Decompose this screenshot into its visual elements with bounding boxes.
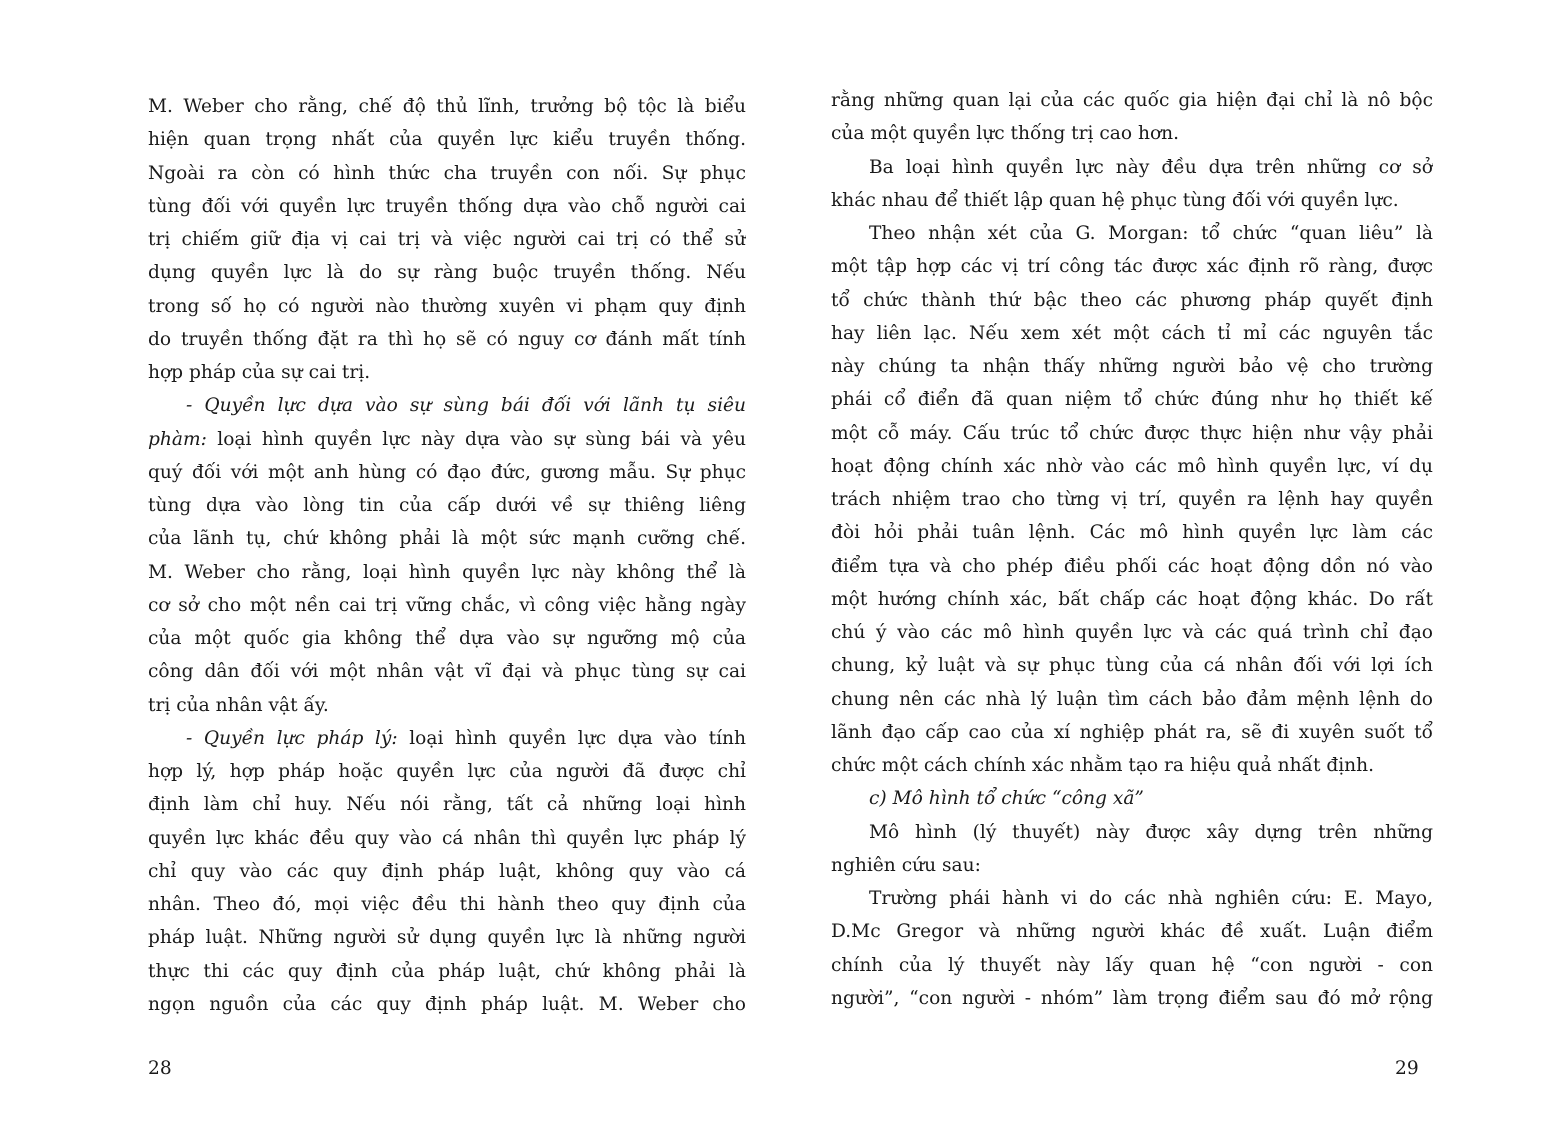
text-line: quý đối với một anh hùng có đạo đức, gương mẫu. Sự phục (148, 461, 746, 483)
text-line: trong số họ có người nào thường xuyên vi phạm quy định (148, 295, 746, 317)
text-line: chỉ quy vào các quy định pháp luật, không quy vào cá (148, 860, 746, 882)
text-line: tổ chức thành thứ bậc theo các phương pháp quyết định (831, 289, 1433, 311)
text-line: chung nên các nhà lý luận tìm cách bảo đảm mệnh lệnh do (831, 688, 1433, 710)
text-run: loại hình quyền lực này dựa vào sự sùng bái và yêu (206, 428, 746, 450)
text-line: Trường phái hành vi do các nhà nghiên cứu: E. Mayo, (869, 888, 1433, 909)
text-line: định làm chỉ huy. Nếu nói rằng, tất cả những loại hình (148, 794, 746, 816)
text-run: loại hình quyền lực dựa vào tính (397, 727, 746, 749)
text-line: rằng những quan lại của các quốc gia hiện đại chỉ là nô bộc (831, 90, 1433, 111)
text-line: trị chiếm giữ địa vị cai trị và việc người cai trị có thể sử (148, 229, 746, 250)
text-line: đòi hỏi phải tuân lệnh. Các mô hình quyền lực làm các (831, 522, 1433, 544)
text-line: chung, kỷ luật và sự phục tùng của cá nhân đối với lợi ích (831, 655, 1433, 677)
text-line: hợp lý, hợp pháp hoặc quyền lực của người đã được chỉ (148, 761, 746, 782)
section-heading-line: - Quyền lực dựa vào sự sùng bái đối với lãnh tụ siêu (186, 395, 746, 417)
text-line: nghiên cứu sau: (831, 854, 981, 876)
text-line (148, 423, 746, 456)
text-line: do truyền thống đặt ra thì họ sẽ có nguy cơ đánh mất tính (148, 328, 746, 350)
text-line: chức một cách chính xác nhằm tạo ra hiệu quả nhất định. (831, 755, 1375, 776)
text-line: công dân đối với một nhân vật vĩ đại và phục tùng sự cai (148, 661, 746, 683)
text-line: hợp pháp của sự cai trị. (148, 362, 371, 383)
text-line: ngọn nguồn của các quy định pháp luật. M. Weber cho (148, 993, 746, 1015)
text-line: hiện quan trọng nhất của quyền lực kiểu truyền thống. (148, 129, 746, 151)
text-line: trị của nhân vật ấy. (148, 694, 329, 716)
text-line: quyền lực khác đều quy vào cá nhân thì quyền lực pháp lý (148, 827, 746, 849)
right-page-body (831, 84, 1433, 1015)
text-line: cơ sở cho một nền cai trị vững chắc, vì công việc hằng ngày (148, 594, 746, 616)
text-line: một tập hợp các vị trí công tác được xác định rõ ràng, được (831, 256, 1433, 278)
text-line: này chúng ta nhận thấy những người bảo vệ cho trường (831, 356, 1433, 377)
italic-term: - Quyền lực pháp lý: (186, 727, 398, 749)
text-line: pháp luật. Những người sử dụng quyền lực là những người (148, 927, 746, 949)
text-line: hay liên lạc. Nếu xem xét một cách tỉ mỉ các nguyên tắc (831, 322, 1433, 344)
page-number: 28 (148, 1058, 172, 1079)
italic-term: phàm: (148, 428, 207, 450)
text-line: M. Weber cho rằng, loại hình quyền lực này không thể là (148, 561, 746, 583)
text-line: dụng quyền lực là do sự ràng buộc truyền thống. Nếu (148, 262, 746, 284)
text-line: tùng đối với quyền lực truyền thống dựa vào chỗ người cai (148, 195, 746, 217)
text-line: Theo nhận xét của G. Morgan: tổ chức “quan liêu” là (869, 223, 1433, 244)
text-line: của lãnh tụ, chứ không phải là một sức mạnh cưỡng chế. (148, 528, 746, 550)
text-line: chú ý vào các mô hình quyền lực và các quá trình chỉ đạo (831, 622, 1433, 643)
text-line: hoạt động chính xác nhờ vào các mô hình quyền lực, ví dụ (831, 455, 1433, 477)
text-line: D.Mc Gregor và những người khác đề xuất. Luận điểm (831, 921, 1433, 943)
text-line: của một quốc gia không thể dựa vào sự ngưỡng mộ của (148, 628, 746, 649)
text-line: thực thi các quy định của pháp luật, chứ không phải là (148, 960, 746, 982)
text-line: lãnh đạo cấp cao của xí nghiệp phát ra, sẽ đi xuyên suốt tổ (831, 721, 1433, 743)
text-line: một cỗ máy. Cấu trúc tổ chức được thực hiện như vậy phải (831, 422, 1433, 444)
text-line: nhân. Theo đó, mọi việc đều thi hành theo quy định của (148, 894, 746, 915)
left-page-body (148, 90, 746, 1021)
text-line: điểm tựa và cho phép điều phối các hoạt động dồn nó vào (831, 555, 1433, 577)
page-number: 29 (1395, 1058, 1419, 1079)
text-line: trách nhiệm trao cho từng vị trí, quyền ra lệnh hay quyền (831, 489, 1433, 510)
text-line: Ba loại hình quyền lực này đều dựa trên những cơ sở (869, 156, 1433, 178)
text-line: Mô hình (lý thuyết) này được xây dựng trên những (869, 821, 1433, 843)
text-line: khác nhau để thiết lập quan hệ phục tùng đối với quyền lực. (831, 189, 1399, 211)
text-line: Ngoài ra còn có hình thức cha truyền con nối. Sự phục (148, 162, 746, 184)
text-line: tùng dựa vào lòng tin của cấp dưới về sự thiêng liêng (148, 495, 746, 516)
section-heading: c) Mô hình tổ chức “công xã” (869, 788, 1144, 810)
text-line: phái cổ điển đã quan niệm tổ chức đúng như họ thiết kế (831, 389, 1433, 411)
text-line: người”, “con người - nhóm” làm trọng điểm sau đó mở rộng (831, 987, 1433, 1009)
text-line: chính của lý thuyết này lấy quan hệ “con người - con (831, 954, 1433, 976)
text-line: M. Weber cho rằng, chế độ thủ lĩnh, trưởng bộ tộc là biểu (148, 96, 746, 117)
text-line: của một quyền lực thống trị cao hơn. (831, 123, 1180, 145)
right-page (775, 0, 1549, 1134)
text-line: một hướng chính xác, bất chấp các hoạt động khác. Do rất (831, 588, 1433, 610)
text-line (148, 722, 746, 755)
